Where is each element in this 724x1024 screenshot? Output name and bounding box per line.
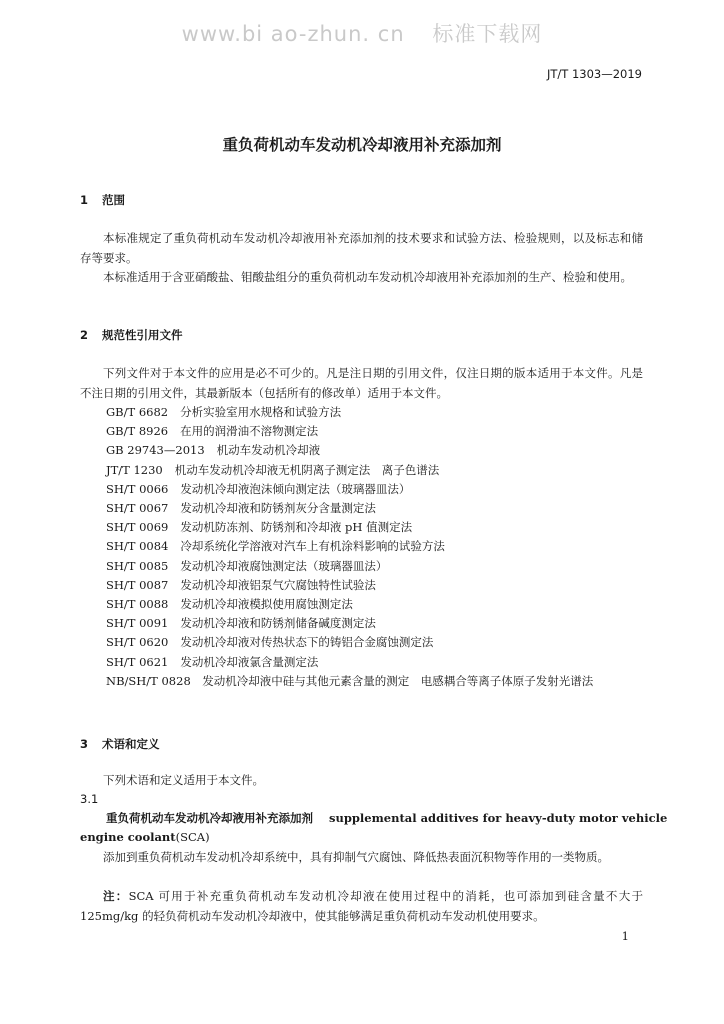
term-english-part-2: engine coolant: [80, 830, 176, 844]
reference-item: [106, 403, 341, 423]
reference-code: JT/T 1230: [106, 463, 163, 477]
reference-item: [106, 653, 318, 673]
reference-code: SH/T 0069: [106, 520, 169, 534]
reference-title: 冷却系统化学溶液对汽车上有机涂料影响的试验方法: [180, 539, 445, 553]
section-2-heading: [80, 327, 183, 343]
reference-item: [106, 595, 353, 615]
reference-item: [106, 537, 445, 557]
reference-item: [106, 614, 376, 634]
section-1-paragraph-2: 本标准适用于含亚硝酸盐、钼酸盐组分的重负荷机动车发动机冷却液用补充添加剂的生产、检验和使用。: [103, 270, 632, 284]
reference-title: 发动机冷却液和防锈剂储备碱度测定法: [180, 616, 376, 630]
reference-title: 发动机冷却液模拟使用腐蚀测定法: [180, 597, 353, 611]
reference-item: [106, 441, 320, 461]
section-3-number: 3: [80, 737, 89, 751]
section-3-intro: 下列术语和定义适用于本文件。: [103, 773, 264, 787]
term-abbreviation: (SCA): [175, 830, 210, 844]
reference-title: 发动机冷却液对传热状态下的铸铝合金腐蚀测定法: [180, 635, 434, 649]
reference-title: 机动车发动机冷却液: [216, 443, 321, 457]
reference-title: 发动机防冻剂、防锈剂和冷却液 pH 值测定法: [180, 520, 413, 534]
reference-code: GB 29743—2013: [106, 443, 205, 457]
reference-item: [106, 633, 433, 653]
reference-item: [106, 576, 376, 596]
reference-title: 发动机冷却液泡沫倾向测定法（玻璃器皿法）: [180, 482, 411, 496]
section-2-intro: 下列文件对于本文件的应用是必不可少的。凡是注日期的引用文件，仅注日期的版本适用于本文件。凡是不注日期的引用文件，其最新版本（包括所有的修改单）适用于本文件。: [80, 366, 643, 400]
reference-title: 发动机冷却液腐蚀测定法（玻璃器皿法）: [180, 559, 388, 573]
note-text: SCA 可用于补充重负荷机动车发动机冷却液在使用过程中的消耗，也可添加到硅含量不大于 125mg/kg 的轻负荷机动车发动机冷却液中，使其能够满足重负荷机动车发动机使用要求。: [80, 889, 644, 923]
watermark: [0, 18, 724, 48]
reference-title: 在用的润滑油不溶物测定法: [180, 424, 319, 438]
reference-code: SH/T 0620: [106, 635, 169, 649]
reference-code: GB/T 8926: [106, 424, 169, 438]
section-2-title: 规范性引用文件: [102, 328, 183, 342]
watermark-url: www.bi ao-zhun. cn: [181, 22, 405, 46]
reference-title: 发动机冷却液氯含量测定法: [180, 655, 319, 669]
section-3-title: 术语和定义: [102, 737, 160, 751]
reference-item: [106, 557, 387, 577]
section-3-heading: [80, 736, 160, 752]
reference-item: [106, 461, 439, 481]
reference-title: 机动车发动机冷却液无机阴离子测定法 离子色谱法: [174, 463, 440, 477]
reference-code: SH/T 0091: [106, 616, 169, 630]
reference-item: [106, 422, 318, 442]
term-note: [80, 887, 643, 926]
reference-item: [106, 518, 412, 538]
section-1-heading: [80, 192, 125, 208]
term-title-line-2: [80, 828, 643, 848]
reference-title: 发动机冷却液铝泵气穴腐蚀特性试验法: [180, 578, 376, 592]
reference-title: 发动机冷却液和防锈剂灰分含量测定法: [180, 501, 376, 515]
reference-title: 分析实验室用水规格和试验方法: [180, 405, 342, 419]
reference-code: SH/T 0085: [106, 559, 169, 573]
watermark-text: 标准下载网: [432, 22, 543, 46]
reference-code: GB/T 6682: [106, 405, 169, 419]
note-label: 注：: [103, 889, 129, 903]
section-1-number: 1: [80, 193, 89, 207]
reference-item: [106, 499, 376, 519]
term-number: 3.1: [80, 792, 99, 806]
standard-number: JT/T 1303—2019: [546, 67, 642, 81]
page-number: 1: [621, 929, 629, 943]
reference-code: SH/T 0067: [106, 501, 169, 515]
document-title: 重负荷机动车发动机冷却液用补充添加剂: [222, 136, 502, 154]
reference-item: [106, 480, 410, 500]
reference-code: SH/T 0084: [106, 539, 169, 553]
section-1-title: 范围: [102, 193, 125, 207]
reference-code: SH/T 0066: [106, 482, 169, 496]
term-chinese: 重负荷机动车发动机冷却液用补充添加剂: [106, 811, 313, 825]
term-title-line: [80, 809, 668, 829]
term-definition: 添加到重负荷机动车发动机冷却系统中，具有抑制气穴腐蚀、降低热表面沉积物等作用的一类物质。: [103, 850, 609, 864]
reference-code: SH/T 0088: [106, 597, 169, 611]
section-1-paragraph-1: 本标准规定了重负荷机动车发动机冷却液用补充添加剂的技术要求和试验方法、检验规则，以及标志和储存等要求。: [80, 231, 643, 265]
reference-item-long: NB/SH/T 0828 发动机冷却液中硅与其他元素含量的测定 电感耦合等离子体原子发射光谱法: [106, 674, 594, 688]
section-2-number: 2: [80, 328, 89, 342]
reference-code: SH/T 0087: [106, 578, 169, 592]
reference-code: SH/T 0621: [106, 655, 169, 669]
term-english-part-1: supplemental additives for heavy-duty motor vehicle: [329, 811, 668, 825]
